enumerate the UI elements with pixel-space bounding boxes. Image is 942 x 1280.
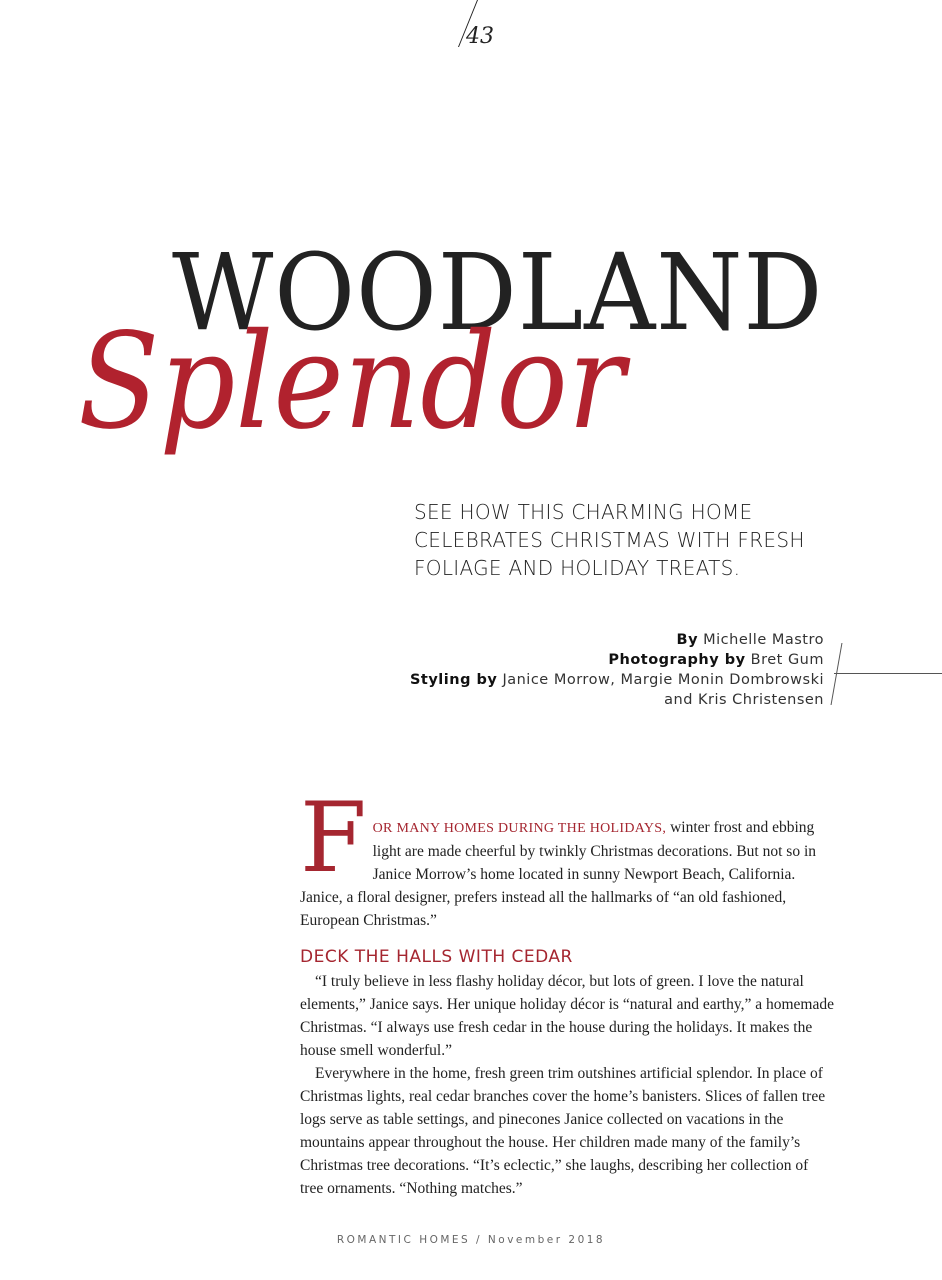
page-number-block xyxy=(448,0,518,50)
page-footer: ROMANTIC HOMES / November 2018 xyxy=(336,1234,606,1246)
article-paragraph: Everywhere in the home, fresh green trim outshines artificial splendor. In place of Christmas lights, real cedar branches cover the home’s banisters. Slices of fallen tree logs serve as table settings, and pinecones Janice collected on vacations in the mountains appear throughout the house. Her children made many of the family’s Christmas tree decorations. “It’s eclectic,” she laughs, describing her collection of tree ornaments. “Nothing matches.” xyxy=(300,1065,826,1197)
credit-stylists-line2: and Kris Christensen xyxy=(664,692,824,708)
credit-photography xyxy=(410,650,824,670)
credit-styling xyxy=(410,670,824,690)
credit-styling-label: Styling by xyxy=(409,672,498,688)
article-intro xyxy=(300,782,834,932)
credits-slash-rule xyxy=(831,643,843,705)
page-number: 43 xyxy=(466,24,494,49)
credit-author-name: Michelle Mastro xyxy=(703,632,824,648)
drop-cap: F xyxy=(300,782,367,894)
lead-in-caps: OR MANY HOMES DURING THE HOLIDAYS, xyxy=(372,821,667,836)
credit-photographer-name: Bret Gum xyxy=(750,652,824,668)
credit-photo-label: Photography by xyxy=(608,652,746,668)
deck-subtitle: SEE HOW THIS CHARMING HOME CELEBRATES CHRISTMAS WITH FRESH FOLIAGE AND HOLIDAY TREATS. xyxy=(414,500,805,580)
title-splendor: Splendor xyxy=(78,305,625,459)
credit-author xyxy=(410,630,824,650)
credits-block xyxy=(410,630,824,710)
section-subhead: DECK THE HALLS WITH CEDAR xyxy=(300,947,573,967)
title-woodland: WOODLAND xyxy=(172,231,824,354)
credits-horizontal-rule xyxy=(834,673,942,674)
article-paragraph: “I truly believe in less flashy holiday décor, but lots of green. I love the natural elements,” Janice says. Her unique holiday décor is “natural and earthy,” a homemade Christmas. “I always use fresh cedar in the house during the holidays. It makes the house smell wonderful.” xyxy=(300,973,834,1059)
credit-stylists-line1: Janice Morrow, Margie Monin Dombrowski xyxy=(502,672,824,688)
credit-author-label: By xyxy=(676,632,699,648)
intro-text: winter frost and ebbing light are made cheerful by twinkly Christmas decorations. But not so in Janice Morrow’s home located in sunny Newport Beach, California. Janice, a floral designer, prefers instead all the hallmarks of “an old fashioned, European Christmas.” xyxy=(300,819,816,929)
article-body xyxy=(300,782,834,1200)
